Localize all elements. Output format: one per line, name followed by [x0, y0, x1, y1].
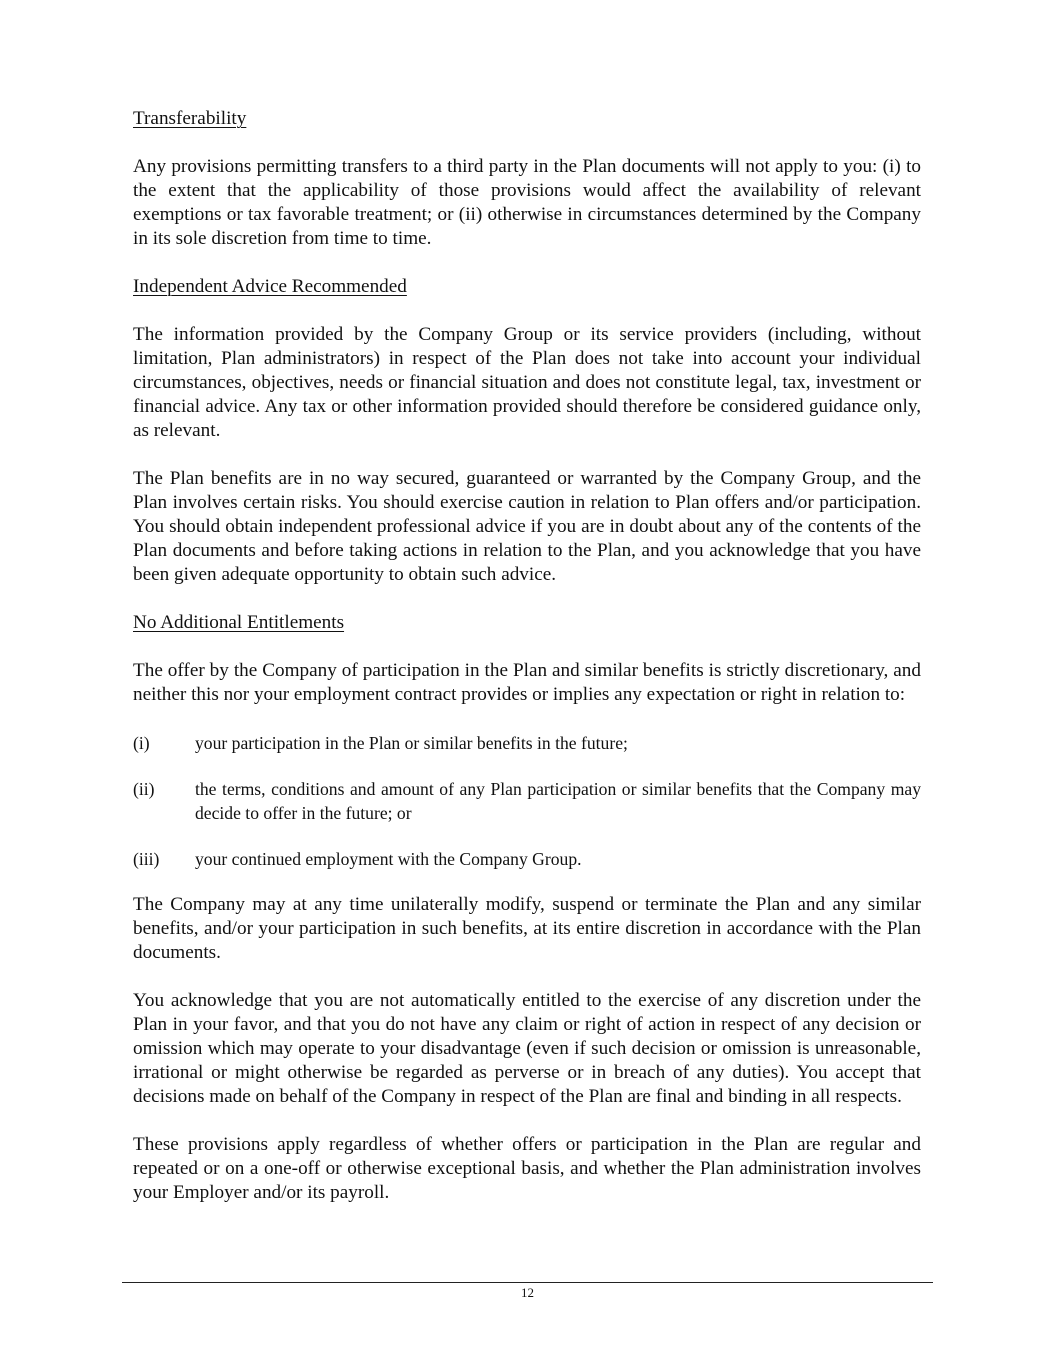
- heading-transferability: Transferability: [133, 108, 247, 129]
- paragraph-acknowledge-discretion: You acknowledge that you are not automatically entitled to the exercise of any discretion under the Plan in your favor, and that you do not have any claim or right of action in respect of any decision or omission which may operate to your disadvantage (even if such decision or omission is unreasonable, irrational or might otherwise be regarded as perverse or in breach of any duties). You accept that decisions made on behalf of the Company in respect of the Plan are final and binding in all respects.: [133, 990, 921, 1107]
- paragraph-transferability: Any provisions permitting transfers to a third party in the Plan documents will not apply to you: (i) to the extent that the applicability of those provisions would affect the availability of relevant exemptions or tax favorable treatment; or (ii) otherwise in circumstances determined by the Company in its sole discretion from time to time.: [133, 156, 921, 249]
- list-item-number: (i): [133, 733, 150, 753]
- page-number: 12: [521, 1285, 534, 1300]
- heading-independent-advice: Independent Advice Recommended: [133, 276, 407, 297]
- list-item: [133, 847, 921, 871]
- footer-divider: [122, 1282, 933, 1283]
- list-item: [133, 777, 921, 825]
- list-item-number: (ii): [133, 779, 155, 799]
- paragraph-provisions-apply: These provisions apply regardless of whether offers or participation in the Plan are regular and repeated or on a one-off or otherwise exceptional basis, and whether the Plan administration involves your Employer and/or its payroll.: [133, 1134, 921, 1203]
- list-item-number: (iii): [133, 849, 160, 869]
- list-item-text: your continued employment with the Company Group.: [195, 849, 582, 869]
- paragraph-company-modify: The Company may at any time unilaterally modify, suspend or terminate the Plan and any similar benefits, and/or your participation in such benefits, at its entire discretion in accordance with the Plan documents.: [133, 894, 921, 963]
- page-content: [133, 107, 921, 1229]
- list-item: [133, 731, 921, 755]
- paragraph-advice-risks: The Plan benefits are in no way secured, guaranteed or warranted by the Company Group, and the Plan involves certain risks. You should exercise caution in relation to Plan offers and/or participation. You should obtain independent professional advice if you are in doubt about any of the contents of the Plan documents and before taking actions in relation to the Plan, and you acknowledge that you have been given adequate opportunity to obtain such advice.: [133, 468, 921, 585]
- list-item-text: the terms, conditions and amount of any Plan participation or similar benefits that the Company may decide to offer in the future; or: [195, 779, 921, 823]
- list-item-text: your participation in the Plan or similar benefits in the future;: [195, 733, 628, 753]
- paragraph-advice-info: The information provided by the Company Group or its service providers (including, without limitation, Plan administrators) in respect of the Plan does not take into account your individual circumstances, objectives, needs or financial situation and does not constitute legal, tax, investment or financial advice. Any tax or other information provided should therefore be considered guidance only, as relevant.: [133, 324, 921, 441]
- heading-no-additional-entitlements: No Additional Entitlements: [133, 612, 345, 633]
- paragraph-offer-discretionary: The offer by the Company of participation in the Plan and similar benefits is strictly discretionary, and neither this nor your employment contract provides or implies any expectation or right in relation to:: [133, 660, 921, 705]
